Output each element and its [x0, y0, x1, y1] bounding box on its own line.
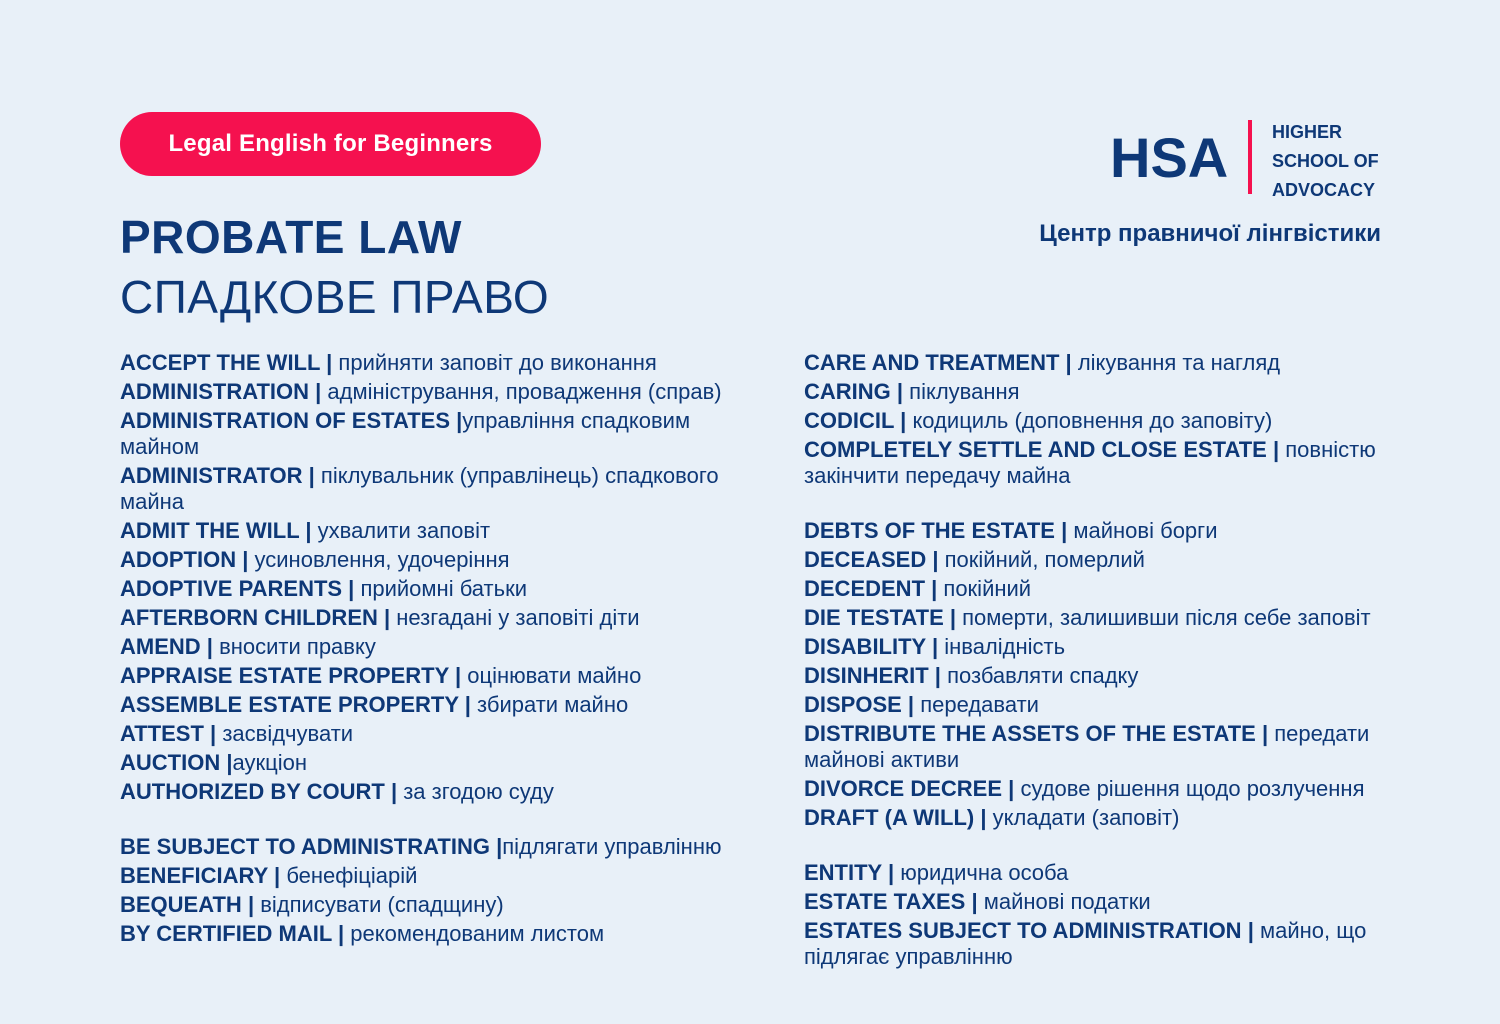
glossary-entry: [804, 692, 1404, 718]
glossary-term: AFTERBORN CHILDREN: [120, 605, 378, 630]
glossary-translation: засвідчувати: [222, 721, 354, 746]
glossary-translation: бенефіціарій: [286, 863, 418, 888]
glossary-separator: |: [241, 892, 261, 917]
glossary-translation: ухвалити заповіт: [317, 518, 491, 543]
glossary-separator: |: [236, 547, 255, 572]
glossary-translation: відписувати (спадщину): [260, 892, 504, 917]
logo-line: SCHOOL OF: [1272, 151, 1379, 171]
glossary-entry: [804, 889, 1404, 915]
glossary-term: BENEFICIARY: [120, 863, 268, 888]
glossary-translation: рекомендованим листом: [350, 921, 605, 946]
glossary-term: DECEDENT: [804, 576, 926, 601]
glossary-term: DIE TESTATE: [804, 605, 944, 630]
glossary-entry: [804, 408, 1404, 434]
logo-mark: HSA: [1110, 126, 1229, 189]
glossary-translation: лікування та нагляд: [1077, 350, 1281, 375]
glossary-separator: |: [881, 860, 901, 885]
glossary-translation: піклування: [909, 379, 1020, 404]
glossary-separator: |: [448, 663, 468, 688]
glossary-separator: |: [928, 663, 948, 688]
glossary-column-left: [120, 350, 750, 950]
glossary-entry: [120, 634, 750, 660]
glossary-term: ADOPTIVE PARENTS: [120, 576, 343, 601]
glossary-separator: |: [1266, 437, 1286, 462]
glossary-term: DIVORCE DECREE: [804, 776, 1003, 801]
glossary-translation: усиновлення, удочеріння: [254, 547, 510, 572]
glossary-separator: |: [331, 921, 351, 946]
glossary-translation: покійний, померлий: [944, 547, 1145, 572]
glossary-translation: майнові борги: [1073, 518, 1218, 543]
glossary-group: [804, 860, 1404, 970]
glossary-translation: вносити правку: [219, 634, 376, 659]
glossary-entry: [804, 518, 1404, 544]
glossary-separator: |: [302, 463, 321, 488]
course-badge-label: Legal English for Beginners: [168, 130, 493, 157]
glossary-separator: |: [1241, 918, 1260, 943]
glossary-separator: |: [925, 634, 945, 659]
glossary-separator: |: [890, 379, 910, 404]
glossary-term: DISPOSE: [804, 692, 902, 717]
glossary-term: ATTEST: [120, 721, 204, 746]
glossary-term: ESTATES SUBJECT TO ADMINISTRATION: [804, 918, 1242, 943]
glossary-term: APPRAISE ESTATE PROPERTY: [120, 663, 449, 688]
glossary-term: COMPLETELY SETTLE AND CLOSE ESTATE: [804, 437, 1267, 462]
glossary-entry: [120, 379, 750, 405]
glossary-entry: [120, 605, 750, 631]
glossary-separator: |: [299, 518, 318, 543]
glossary-entry: [120, 350, 750, 376]
glossary-separator: |: [974, 805, 993, 830]
glossary-translation: кодициль (доповнення до заповіту): [912, 408, 1273, 433]
glossary-translation: прийняти заповіт до виконання: [338, 350, 657, 375]
glossary-entry: [120, 892, 750, 918]
glossary-translation: інвалідність: [944, 634, 1066, 659]
glossary-entry: [804, 860, 1404, 886]
glossary-entry: [120, 547, 750, 573]
glossary-term: ENTITY: [804, 860, 882, 885]
glossary-separator: |: [1059, 350, 1078, 375]
glossary-column-right: [804, 350, 1404, 973]
page-title-ua: СПАДКОВЕ ПРАВО: [120, 271, 550, 323]
glossary-entry: [804, 576, 1404, 602]
glossary-term: DEBTS OF THE ESTATE: [804, 518, 1055, 543]
glossary-group: [804, 518, 1404, 831]
logo-wordmark: [1272, 118, 1379, 205]
glossary-translation: укладати (заповіт): [992, 805, 1180, 830]
glossary-translation: померти, залишивши після себе заповіт: [962, 605, 1371, 630]
glossary-translation: майно, що підлягає управлінню: [804, 918, 1367, 969]
glossary-translation: збирати майно: [477, 692, 629, 717]
glossary-separator: |: [450, 408, 463, 433]
glossary-translation: піклувальник (управлінець) спадкового майна: [120, 463, 719, 514]
glossary-term: DISINHERIT: [804, 663, 929, 688]
glossary-translation: адміністрування, провадження (справ): [327, 379, 722, 404]
glossary-entry: [120, 663, 750, 689]
glossary-entry: [120, 518, 750, 544]
glossary-translation: судове рішення щодо розлучення: [1020, 776, 1365, 801]
glossary-entry: [120, 779, 750, 805]
glossary-group: [120, 834, 750, 947]
glossary-term: ACCEPT THE WILL: [120, 350, 321, 375]
glossary-entry: [120, 921, 750, 947]
glossary-translation: незгадані у заповіті діти: [396, 605, 640, 630]
glossary-entry: [804, 634, 1404, 660]
glossary-translation: управління спадковим майном: [120, 408, 691, 459]
glossary-translation: юридична особа: [900, 860, 1069, 885]
glossary-separator: |: [203, 721, 223, 746]
glossary-entry: [120, 463, 750, 515]
glossary-translation: покійний: [943, 576, 1032, 601]
glossary-entry: [120, 576, 750, 602]
glossary-separator: |: [1054, 518, 1074, 543]
glossary-group: [804, 350, 1404, 489]
glossary-term: DISTRIBUTE THE ASSETS OF THE ESTATE: [804, 721, 1256, 746]
glossary-separator: |: [1255, 721, 1275, 746]
glossary-translation: за згодою суду: [403, 779, 554, 804]
glossary-term: BE SUBJECT TO ADMINISTRATING: [120, 834, 490, 859]
glossary-term: ADMINISTRATOR: [120, 463, 303, 488]
glossary-translation: прийомні батьки: [360, 576, 527, 601]
glossary-term: DECEASED: [804, 547, 927, 572]
glossary-separator: |: [1002, 776, 1021, 801]
glossary-term: ADMIT THE WILL: [120, 518, 300, 543]
glossary-entry: [804, 350, 1404, 376]
glossary-term: DRAFT (A WILL): [804, 805, 975, 830]
glossary-entry: [804, 547, 1404, 573]
glossary-separator: |: [965, 889, 984, 914]
glossary-separator: |: [458, 692, 477, 717]
glossary-term: ESTATE TAXES: [804, 889, 966, 914]
glossary-entry: [804, 805, 1404, 831]
glossary-entry: [120, 863, 750, 889]
glossary-entry: [804, 918, 1404, 970]
page-title-en: PROBATE LAW: [120, 211, 462, 263]
glossary-separator: |: [309, 379, 328, 404]
glossary-separator: |: [894, 408, 913, 433]
logo-line: ADVOCACY: [1272, 180, 1376, 200]
glossary-entry: [804, 663, 1404, 689]
glossary-entry: [120, 721, 750, 747]
glossary-separator: |: [489, 834, 503, 859]
glossary-separator: |: [267, 863, 287, 888]
glossary-entry: [804, 379, 1404, 405]
glossary-term: ADMINISTRATION OF ESTATES: [120, 408, 450, 433]
glossary-separator: |: [377, 605, 397, 630]
glossary-term: CARING: [804, 379, 891, 404]
glossary-entry: [120, 692, 750, 718]
course-badge: [120, 112, 541, 176]
glossary-separator: |: [943, 605, 963, 630]
glossary-entry: [804, 605, 1404, 631]
glossary-term: AMEND: [120, 634, 201, 659]
glossary-entry: [120, 834, 750, 860]
glossary-separator: |: [342, 576, 361, 601]
glossary-translation: підлягати управлінню: [502, 834, 722, 859]
glossary-separator: |: [901, 692, 921, 717]
glossary-entry: [804, 776, 1404, 802]
glossary-term: ASSEMBLE ESTATE PROPERTY: [120, 692, 459, 717]
glossary-translation: передавати: [920, 692, 1039, 717]
logo-divider: [1248, 120, 1252, 194]
glossary-translation: передати майнові активи: [804, 721, 1370, 772]
glossary-entry: [120, 750, 750, 776]
glossary-separator: |: [220, 750, 233, 775]
glossary-term: ADMINISTRATION: [120, 379, 310, 404]
glossary-group: [120, 350, 750, 805]
glossary-translation: повністю закінчити передачу майна: [804, 437, 1376, 488]
glossary-translation: майнові податки: [983, 889, 1151, 914]
glossary-separator: |: [925, 576, 944, 601]
center-subtitle: Центр правничої лінгвістики: [1039, 220, 1381, 247]
logo-line: HIGHER: [1272, 122, 1343, 142]
glossary-separator: |: [320, 350, 339, 375]
hsa-logo: [1110, 118, 1390, 198]
glossary-term: ADOPTION: [120, 547, 237, 572]
glossary-entry: [804, 721, 1404, 773]
glossary-term: AUCTION: [120, 750, 221, 775]
glossary-term: CODICIL: [804, 408, 895, 433]
glossary-entry: [120, 408, 750, 460]
glossary-term: DISABILITY: [804, 634, 926, 659]
glossary-separator: |: [384, 779, 404, 804]
glossary-term: BEQUEATH: [120, 892, 242, 917]
glossary-translation: позбавляти спадку: [947, 663, 1139, 688]
glossary-term: CARE AND TREATMENT: [804, 350, 1060, 375]
glossary-separator: |: [200, 634, 220, 659]
glossary-translation: оцінювати майно: [467, 663, 642, 688]
glossary-translation: аукціон: [232, 750, 307, 775]
glossary-separator: |: [926, 547, 945, 572]
glossary-term: AUTHORIZED BY COURT: [120, 779, 385, 804]
glossary-term: BY CERTIFIED MAIL: [120, 921, 332, 946]
glossary-entry: [804, 437, 1404, 489]
